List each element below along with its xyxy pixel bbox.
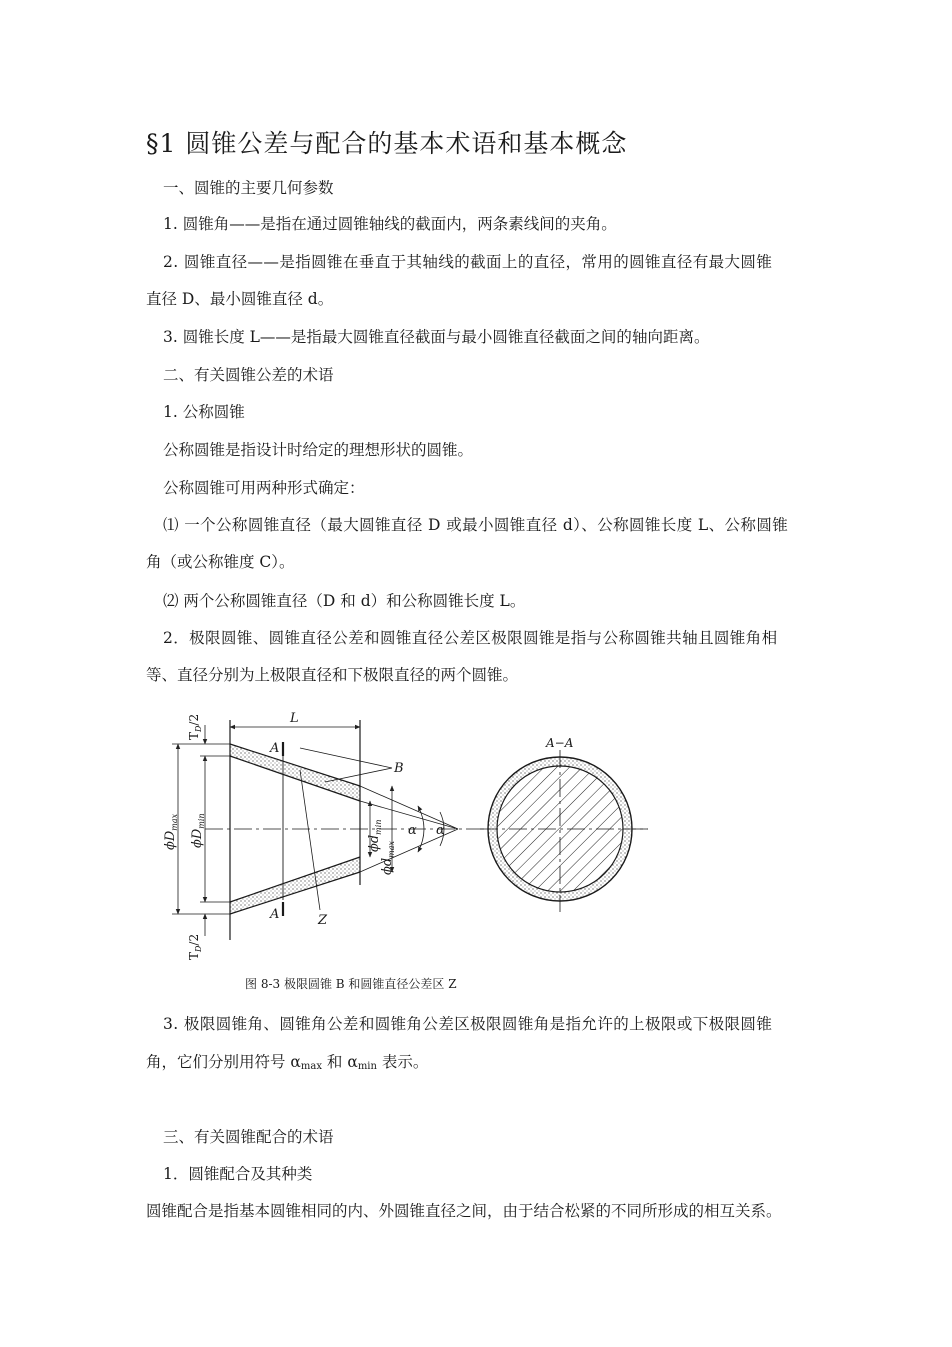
section2-heading: 二、有关圆锥公差的术语 [163,366,334,384]
section2-sub3-line1: 3. 极限圆锥角、圆锥角公差和圆锥角公差区极限圆锥角是指允许的上极限或下极限圆锥 [163,1015,773,1033]
section2-sub3-line2 [146,1050,428,1072]
label-Dmax: ϕD [163,830,178,850]
tolerance-zone-lower [230,857,360,914]
sub3-line2-post: 表示。 [376,1053,429,1071]
label-TD2-top-tail: /2 [187,713,201,726]
sub3-line2-max: max [300,1061,322,1072]
section3-para1: 圆锥配合是指基本圆锥相同的内、外圆锥直径之间，由于结合松紧的不同所形成的相互关系。 [146,1202,782,1220]
section2-para2: 公称圆锥可用两种形式确定： [163,479,365,497]
label-TD2-bottom-sub: D [194,945,203,952]
label-dmin: ϕd [367,834,382,852]
label-section-AA: A−A [546,736,574,750]
section2-sub2-line2: 等、直径分别为上极限直径和下极限直径的两个圆锥。 [146,666,519,684]
section2-sub2-line1: 2．极限圆锥、圆锥直径公差和圆锥直径公差区极限圆锥是指与公称圆锥共轴且圆锥角相 [163,629,778,647]
label-dmax-sub: max [387,840,396,858]
label-L: L [290,711,299,726]
label-Dmax-sub: max [170,813,179,831]
section2-para1: 公称圆锥是指设计时给定的理想形状的圆锥。 [163,441,474,459]
figure-caption: 图 8-3 极限圆锥 B 和圆锥直径公差区 Z [245,977,457,991]
label-A-top: A [270,741,280,756]
label-Z: Z [318,913,328,928]
cone-cross-section [480,750,648,912]
label-TD2-bottom-tail: /2 [187,933,201,946]
section3-heading: 三、有关圆锥配合的术语 [163,1128,334,1146]
label-dmin-sub: min [374,819,383,835]
sub3-line2-min: min [357,1061,377,1072]
tolerance-zone-upper [230,744,360,801]
section3-sub1: 1．圆锥配合及其种类 [163,1165,313,1183]
label-alpha-2: α [436,823,445,838]
label-alpha-1: α [408,823,417,838]
svg-text:TD/2 [187,714,203,740]
section2-sub1: 1. 公称圆锥 [163,403,245,421]
page-title: §1 圆锥公差与配合的基本术语和基本概念 [146,129,628,158]
sub3-line2-mid: 和 α [322,1053,358,1071]
label-TD2-top: T [187,731,201,740]
section1-item1: 1. 圆锥角——是指在通过圆锥轴线的截面内，两条素线间的夹角。 [163,215,617,233]
label-Dmin-sub: min [197,813,206,829]
section1-item2-line1: 2. 圆锥直径——是指圆锥在垂直于其轴线的截面上的直径，常用的圆锥直径有最大圆锥 [163,253,773,271]
section2-form2: ⑵ 两个公称圆锥直径（D 和 d）和公称圆锥长度 L。 [163,592,526,610]
svg-text:TD/2 [187,934,203,960]
label-A-bottom: A [270,907,280,922]
label-dmax: ϕd [380,857,395,875]
label-TD2-top-sub: D [194,725,203,732]
section1-item3: 3. 圆锥长度 L——是指最大圆锥直径截面与最小圆锥直径截面之间的轴向距离。 [163,328,710,346]
section1-heading: 一、圆锥的主要几何参数 [163,179,334,197]
svg-text:ϕdmax [380,840,396,875]
section1-item2-line2: 直径 D、最小圆锥直径 d。 [146,290,334,308]
section2-form1-line2: 角（或公称锥度 C）。 [146,553,295,571]
svg-text:ϕDmax [163,813,179,850]
section2-form1-line1: ⑴ 一个公称圆锥直径（最大圆锥直径 D 或最小圆锥直径 d）、公称圆锥长度 L、公称圆锥 [163,516,789,534]
label-B: B [394,761,404,776]
svg-text:ϕdmin [367,820,383,852]
label-Dmin: ϕD [190,828,205,848]
label-TD2-bottom: T [187,951,201,960]
svg-text:ϕDmin [190,813,206,848]
sub3-line2-pre: 角，它们分别用符号 α [146,1053,301,1071]
